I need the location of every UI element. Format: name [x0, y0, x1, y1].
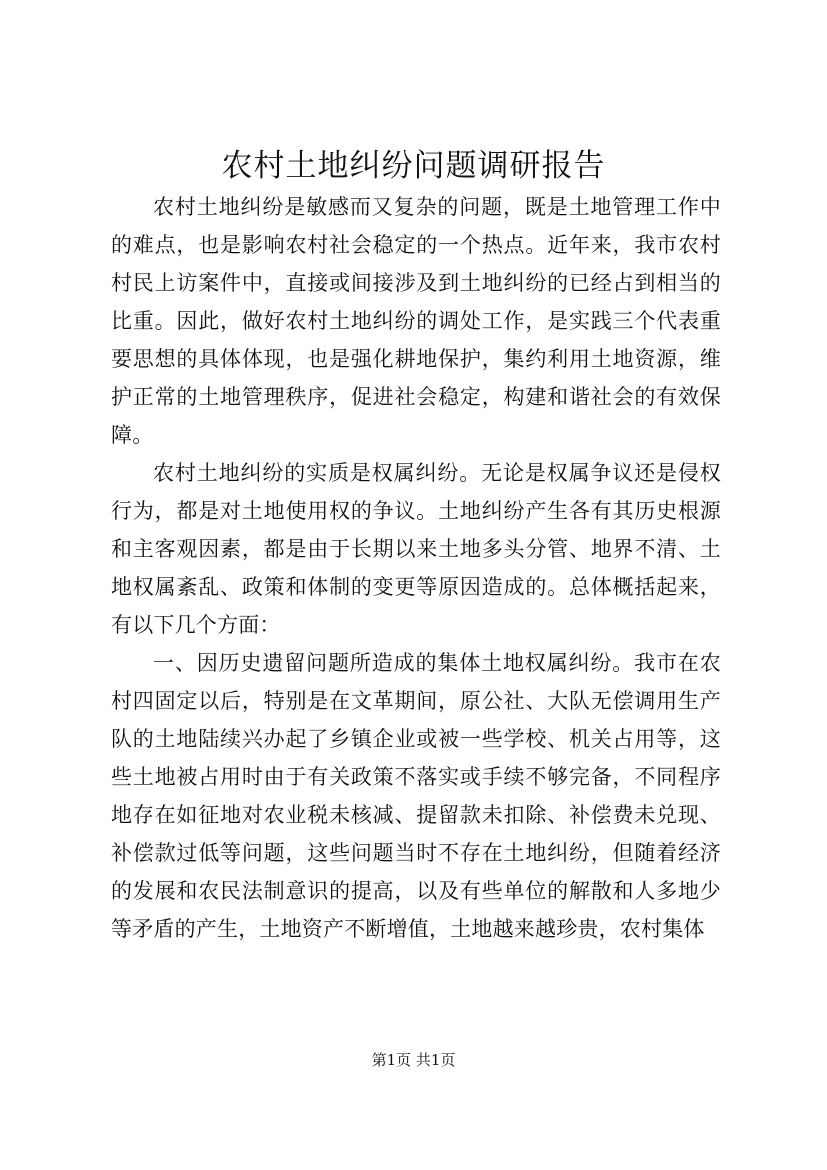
paragraph-3: 一、因历史遗留问题所造成的集体土地权属纠纷。我市在农村四固定以后，特别是在文革期间，原公社、大队无偿调用生产队的土地陆续兴办起了乡镇企业或被一些学校、机关占用等，这些土地被占用时由于有关政策不落实或手续不够完备，不同程序地存在如征地对农业税未核减、提留款未扣除、补偿费未兑现、补偿款过低等问题，这些问题当时不存在土地纠纷，但随着经济的发展和农民法制意识的提高，以及有些单位的解散和人多地少等矛盾的产生，土地资产不断增值，土地越来越珍贵，农村集体 — [111, 651, 721, 941]
document-body — [111, 188, 721, 948]
document-title: 农村土地纠纷问题调研报告 — [221, 148, 606, 184]
paragraph-2: 农村土地纠纷的实质是权属纠纷。无论是权属争议还是侵权行为，都是对土地使用权的争议。土地纠纷产生各有其历史根源和主客观因素，都是由于长期以来土地多头分管、地界不清、土地权属紊乱、政策和体制的变更等原因造成的。总体概括起来，有以下几个方面： — [111, 461, 721, 637]
paragraph-1: 农村土地纠纷是敏感而又复杂的问题，既是土地管理工作中的难点，也是影响农村社会稳定的一个热点。近年来，我市农村村民上访案件中，直接或间接涉及到土地纠纷的已经占到相当的比重。因此，做好农村土地纠纷的调处工作，是实践三个代表重要思想的具体体现，也是强化耕地保护，集约利用土地资源，维护正常的土地管理秩序，促进社会稳定，构建和谐社会的有效保障。 — [111, 195, 721, 447]
page-footer: 第1页 共1页 — [371, 1051, 456, 1069]
